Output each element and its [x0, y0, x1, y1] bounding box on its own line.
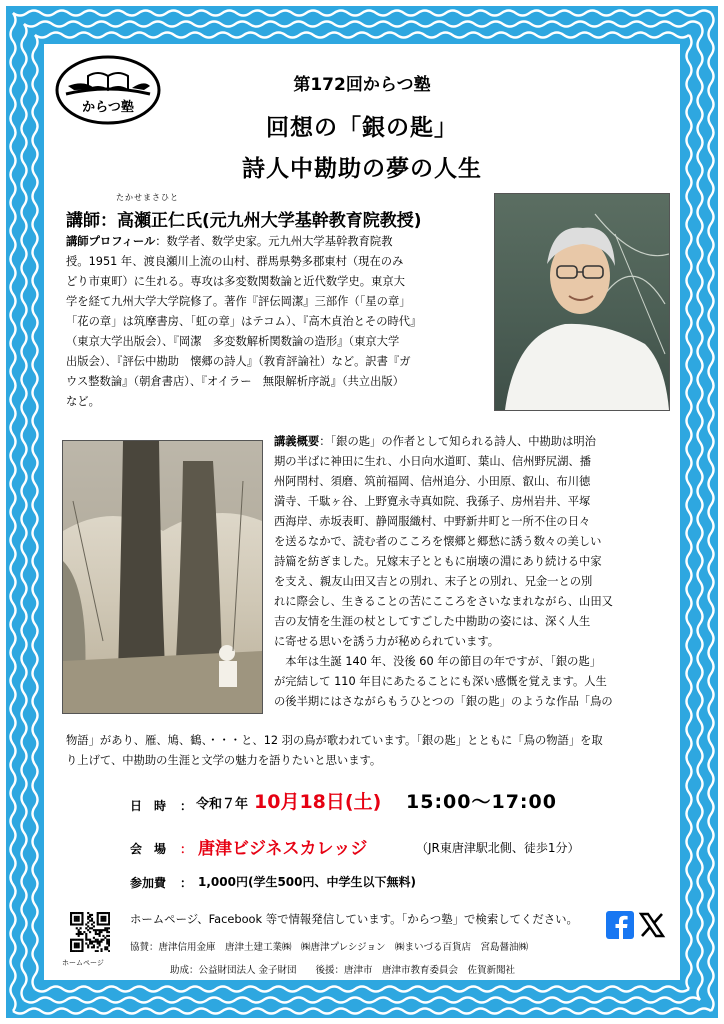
lecturer-name: 高瀬正仁氏	[117, 211, 202, 231]
series-title: 第172回からつ塾	[293, 75, 431, 95]
fee-text: 1,000円(学生500円、中学生以下無料)	[198, 875, 416, 889]
lecturer-label: 講師：	[66, 211, 117, 231]
venue-note: （JR東唐津駅北側、徒歩1分）	[416, 841, 580, 855]
fee-colon: ：	[180, 876, 193, 890]
event-time: 15:00〜17:00	[406, 791, 557, 813]
logo-text: からつ塾	[82, 100, 134, 115]
summary-line: 西海岸、赤坂表町、静岡服織村、中野新井町と一所不住の日々	[274, 515, 591, 528]
lecturer-affiliation: (元九州大学基幹教育院教授)	[202, 211, 422, 231]
profile-line: 「花の章」は筑摩書房、「虹の章」はテコム）、『高木貞治とその時代』	[66, 315, 422, 328]
profile-line: どり市東町）に生れる。専攻は多変数関数論と近代数学史。東京大	[66, 275, 405, 288]
fee-label: 参加費	[130, 876, 167, 890]
summary-paragraph-wide	[66, 731, 678, 771]
date-label: 日 時	[130, 799, 167, 813]
lecturer-photo	[494, 193, 670, 411]
summary-line: 物語」があり、雁、鳩、鶴、・・・と、12 羽の鳥が歌われています。「銀の匙」とともに「鳥の物語」を取	[66, 734, 603, 747]
event-date: 10月18日(土)	[254, 791, 382, 813]
summary-line: り上げて、中勘助の生涯と文学の魅力を語りたいと思います。	[66, 754, 382, 767]
support-line: 助成：公益財団法人 金子財団 後援：唐津市 唐津市教育委員会 佐賀新聞社	[170, 965, 516, 976]
summary-line: ：「銀の匙」の作者として知られる詩人、中勘助は明治	[319, 435, 596, 448]
profile-line: （東京大学出版会）、『岡潔 多変数解析関数論の造形』（東京大学	[66, 335, 400, 348]
profile-line: 授。1951 年、渡良瀬川上流の山村、群馬県勢多郡東村（現在のみ	[66, 255, 404, 268]
qr-code[interactable]	[70, 912, 110, 952]
summary-paragraph	[274, 432, 670, 712]
summary-label: 講義概要	[274, 435, 320, 448]
summary-line: を送るなかで、読む者のこころを懐郷と郷愁に誘う数々の美しい	[274, 535, 602, 548]
date-prefix: 令和７年	[196, 797, 249, 812]
summary-line: 吉の友情を生涯の杖としてすごした中勘助の姿には、深く人生	[274, 615, 591, 628]
profile-line: ：数学者、数学史家。元九州大学基幹教育院教	[155, 235, 393, 248]
profile-line: 学を経て九州大学大学院修了。著作『評伝岡潔』三部作（「星の章」	[66, 295, 411, 308]
lecture-title-line1: 回想の「銀の匙」	[266, 115, 458, 141]
summary-line: が完結して 110 年目にあたることにも深い感慨を覚えます。人生	[274, 675, 607, 688]
profile-paragraph	[66, 232, 486, 412]
profile-line: 出版会）、『評伝中勘助 懐郷の詩人』（教育評論社）など。訳書『ガ	[66, 355, 411, 368]
summary-line: 満寺、千駄ヶ谷、上野寛永寺真如院、我孫子、房州岩井、平塚	[274, 495, 591, 508]
lecturer-ruby: たかせまさひと	[116, 193, 179, 202]
profile-label: 講師プロフィール	[66, 235, 156, 248]
lecture-title-line2: 詩人中勘助の夢の人生	[242, 156, 482, 182]
summary-line: れに際会し、生きることの苦にこころをさいなまれながら、山田又	[274, 595, 613, 608]
summary-line: の後半期にはさながらもうひとつの「銀の匙」のような作品「鳥の	[274, 695, 613, 708]
date-colon: ：	[180, 799, 193, 813]
summary-line: に寄せる思いを誘う力が秘められています。	[274, 635, 500, 648]
profile-line: など。	[66, 395, 100, 408]
summary-line: 本年は生誕 140 年、没後 60 年の節目の年ですが、「銀の匙」	[274, 655, 602, 668]
summary-line: 詩篇を紡ぎました。兄嫁末子とともに崩壊の淵にあり続ける中家	[274, 555, 602, 568]
historical-photo	[62, 440, 263, 714]
lecturer-line	[66, 206, 422, 231]
summary-line: 期の半ばに神田に生れ、小日向水道町、葉山、信州野尻湖、播	[274, 455, 591, 468]
homepage-note: ホームページ、Facebook 等で情報発信しています。「からつ塾」で検索してください。	[130, 912, 578, 926]
venue-name: 唐津ビジネスカレッジ	[198, 839, 368, 859]
summary-line: を支え、親友山田又吉との別れ、末子との別れ、兄金一との別	[274, 575, 593, 588]
x-icon[interactable]	[638, 911, 666, 939]
profile-line: ウス整数論』（朝倉書店）、『オイラー 無限解析序説』（共立出版）	[66, 375, 404, 388]
qr-caption: ホームページ	[62, 959, 104, 967]
venue-label: 会 場	[130, 842, 167, 856]
venue-colon: ：	[180, 842, 193, 856]
sponsors-line: 協賛：唐津信用金庫 唐津土建工業㈱ ㈱唐津プレシジョン ㈱まいづる百貨店 宮島醤油㈱	[130, 942, 528, 953]
summary-line: 州阿閇村、須磨、筑前福岡、信州追分、小田原、叡山、布川徳	[274, 475, 591, 488]
facebook-icon[interactable]	[606, 911, 634, 939]
